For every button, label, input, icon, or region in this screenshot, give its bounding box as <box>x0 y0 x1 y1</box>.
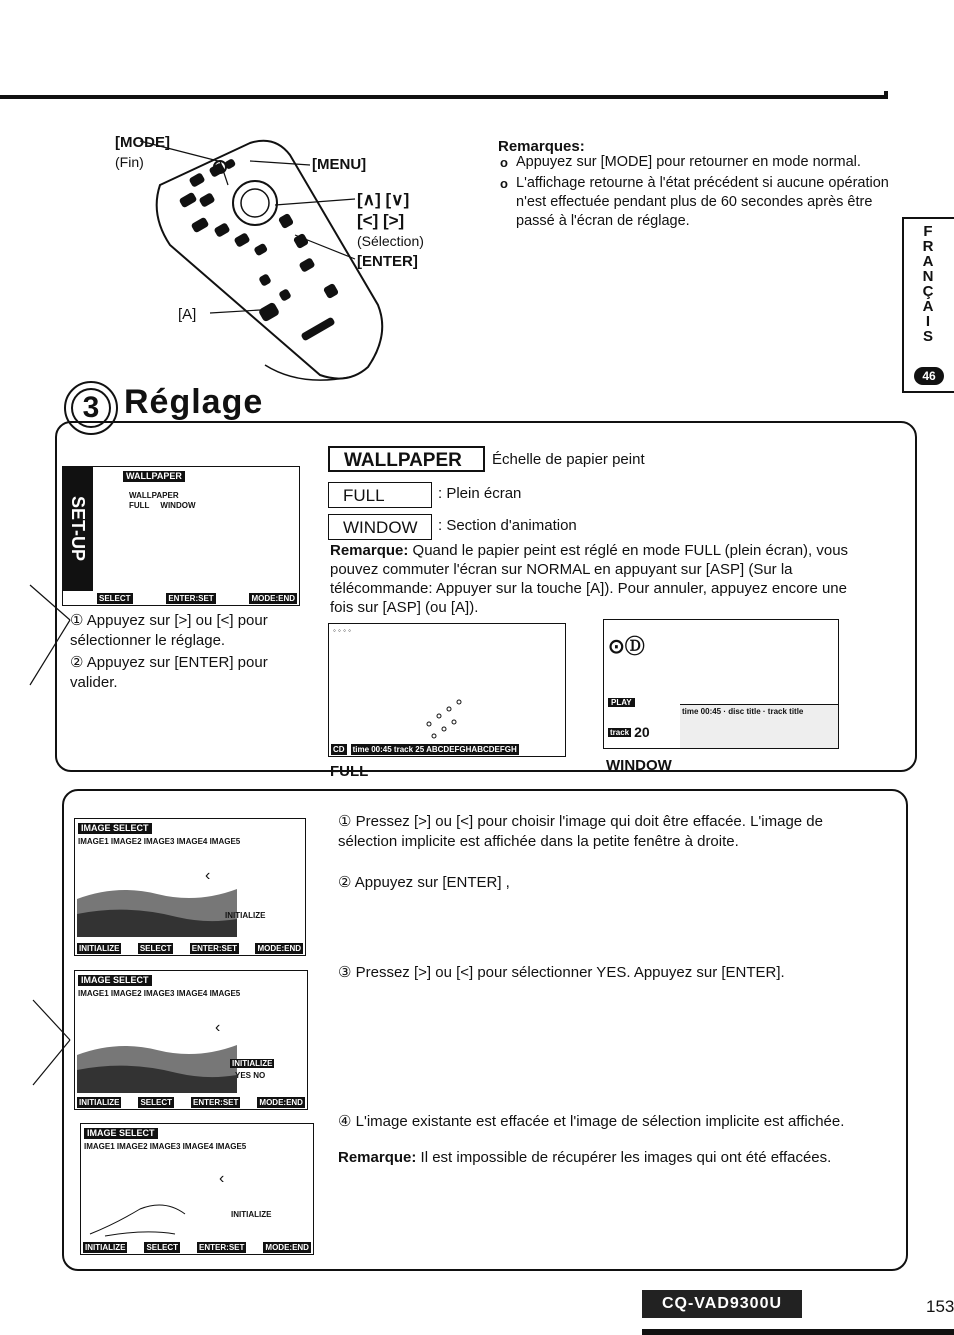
cursor-icon: ‹ <box>215 1019 221 1036</box>
image-select-screen-1 <box>74 818 306 956</box>
full-box: FULL <box>328 482 432 508</box>
image-tabs: IMAGE1 IMAGE2 IMAGE3 IMAGE4 IMAGE5 <box>78 837 241 846</box>
screen-icons: ◦ ◦ ◦ ◦ <box>333 626 352 635</box>
image-step-2: ② Appuyez sur [ENTER] , <box>338 874 510 891</box>
initialize-label: INITIALIZE <box>231 1210 272 1219</box>
play-badge: PLAY <box>608 698 635 707</box>
side-letter: N <box>922 268 934 285</box>
track-display <box>608 724 650 740</box>
wallpaper-remark <box>330 541 870 617</box>
bottom-rule <box>642 1329 954 1335</box>
remark-item: o L'affichage retourne à l'état précédent si aucune opération n'est effectuée pendant plus de 60 secondes après être passé à l'écran de réglage. <box>500 174 890 231</box>
full-preview-screen <box>328 623 566 757</box>
bar-enter: ENTER:SET <box>199 1242 245 1252</box>
bar-select: SELECT <box>146 1242 179 1252</box>
selection-note: (Sélection) <box>357 233 424 249</box>
track-number: 20 <box>634 724 650 740</box>
cursor-icon: ‹ <box>205 867 211 884</box>
screen-title: IMAGE SELECT <box>78 975 152 986</box>
arrows-up-down-label: [∧] [∨] <box>357 190 410 209</box>
full-desc: : Plein écran <box>438 485 522 502</box>
wallpaper-setup-screen <box>62 466 300 606</box>
section-number: 3 <box>82 391 100 424</box>
bar-init: INITIALIZE <box>79 1097 120 1107</box>
cd-badge: CD <box>333 744 345 754</box>
screen-bottom-bar <box>81 1240 313 1254</box>
screen-subtitle: WALLPAPER <box>129 491 179 500</box>
remark-text: Quand le papier peint est réglé en mode FULL (plein écran), vous pouvez commuter l'écran sur NORMAL en appuyant sur [ASP] (Sur la télécommande: Appuyer sur la touche [A]). Pour annuler, appuyez encore une fois sur [ASP] (ou [A]). <box>330 542 849 616</box>
image-select-screen-3 <box>80 1123 314 1255</box>
track-label: track <box>610 727 630 737</box>
image-tabs: IMAGE1 IMAGE2 IMAGE3 IMAGE4 IMAGE5 <box>78 989 241 998</box>
initialize-label: INITIALIZE <box>225 911 266 920</box>
track-info: time 00:45 track 25 ABCDEFGHABCDEFGH <box>352 744 517 754</box>
cursor-icon: ‹ <box>219 1170 225 1187</box>
bar-enter: ENTER:SET <box>193 1097 239 1107</box>
callout-lines-2 <box>28 995 78 1090</box>
top-rule-end <box>884 91 888 99</box>
side-letter: A <box>922 253 934 270</box>
mode-label: [MODE] <box>115 134 170 151</box>
top-rule <box>0 95 888 99</box>
remark-item: o Appuyez sur [MODE] pour retourner en mode normal. <box>500 153 890 172</box>
arrows-left-right-label: [<] [>] <box>357 211 405 230</box>
wallpaper-desc: Échelle de papier peint <box>492 451 645 468</box>
bar-init: INITIALIZE <box>85 1242 126 1252</box>
bar-mode: MODE:END <box>251 593 295 603</box>
window-desc: : Section d'animation <box>438 517 577 534</box>
language-side-tab <box>902 217 954 393</box>
initialize-label: INITIALIZE <box>232 1059 273 1068</box>
page-number: 153 <box>926 1297 954 1316</box>
side-letter: I <box>925 313 931 330</box>
mode-note: (Fin) <box>115 154 144 170</box>
language-letters <box>904 225 952 345</box>
remark-text: Il est impossible de récupérer les images qui ont été effacées. <box>420 1149 832 1166</box>
screen-title: IMAGE SELECT <box>84 1128 158 1139</box>
wallpaper-step-2: ② Appuyez sur [ENTER] pour valider. <box>70 654 268 691</box>
cd-logo: ⊙Ⓓ <box>608 636 645 658</box>
bar-enter: ENTER:SET <box>168 593 214 603</box>
wallpaper-box: WALLPAPER <box>328 446 485 472</box>
image-thumbnail <box>77 1035 237 1093</box>
section-title: Réglage <box>124 383 264 421</box>
info-area <box>680 704 838 749</box>
window-caption: WINDOW <box>606 757 672 774</box>
remarks-title: Remarques: <box>498 138 585 155</box>
bar-mode: MODE:END <box>265 1242 309 1252</box>
image-step-4: ④ L'image existante est effacée et l'image de sélection implicite est affichée. <box>338 1113 845 1130</box>
model-badge: CQ-VAD9300U <box>642 1290 802 1318</box>
bar-select: SELECT <box>99 593 131 603</box>
bar-select: SELECT <box>140 1097 173 1107</box>
side-page-number: 46 <box>914 367 944 385</box>
screen-bottom-bar <box>75 1095 307 1109</box>
image-step-1: ① Pressez [>] ou [<] pour choisir l'image qui doit être effacée. L'image de sélection implicite est affichée dans la petite fenêtre à droite. <box>338 813 823 850</box>
side-letter: S <box>922 328 933 345</box>
side-letter: R <box>922 238 934 255</box>
bar-select: SELECT <box>139 943 172 953</box>
animation-dots <box>409 694 479 744</box>
remarks-list <box>500 153 890 233</box>
side-letter: Ç <box>922 283 934 300</box>
info-lines: time 00:45 · disc title · track title <box>682 707 804 716</box>
setup-vertical-label: SET-UP <box>63 467 93 591</box>
full-screen-bar <box>329 742 565 756</box>
wallpaper-step-1: ① Appuyez sur [>] ou [<] pour sélectionner le réglage. <box>70 612 268 649</box>
screen-title: WALLPAPER <box>123 471 185 482</box>
screen-options: FULL WINDOW <box>129 501 196 510</box>
window-preview-screen <box>603 619 839 749</box>
a-label: [A] <box>178 306 197 323</box>
bar-init: INITIALIZE <box>79 943 120 953</box>
image-thumbnail <box>77 879 237 937</box>
image-select-screen-2 <box>74 970 308 1110</box>
side-letter: A <box>922 298 934 315</box>
bar-enter: ENTER:SET <box>191 943 238 953</box>
side-letter: F <box>923 223 933 240</box>
screen-bottom-bar <box>95 591 299 605</box>
image-step-3: ③ Pressez [>] ou [<] pour sélectionner YES. Appuyez sur [ENTER]. <box>338 964 785 981</box>
screen-title: IMAGE SELECT <box>78 823 152 834</box>
yes-no-options: YES NO <box>235 1071 266 1080</box>
menu-label: [MENU] <box>312 156 367 173</box>
bar-mode: MODE:END <box>259 1097 303 1107</box>
window-box: WINDOW <box>328 514 432 540</box>
image-remark <box>338 1148 878 1168</box>
screen-bottom-bar <box>75 941 305 955</box>
line-sketch-image <box>85 1184 235 1240</box>
enter-label: [ENTER] <box>357 253 418 270</box>
bar-mode: MODE:END <box>257 943 301 953</box>
remark-label: Remarque: <box>338 1149 417 1166</box>
full-caption: FULL <box>330 763 369 780</box>
remark-label: Remarque: <box>330 542 409 559</box>
image-tabs: IMAGE1 IMAGE2 IMAGE3 IMAGE4 IMAGE5 <box>84 1142 247 1151</box>
